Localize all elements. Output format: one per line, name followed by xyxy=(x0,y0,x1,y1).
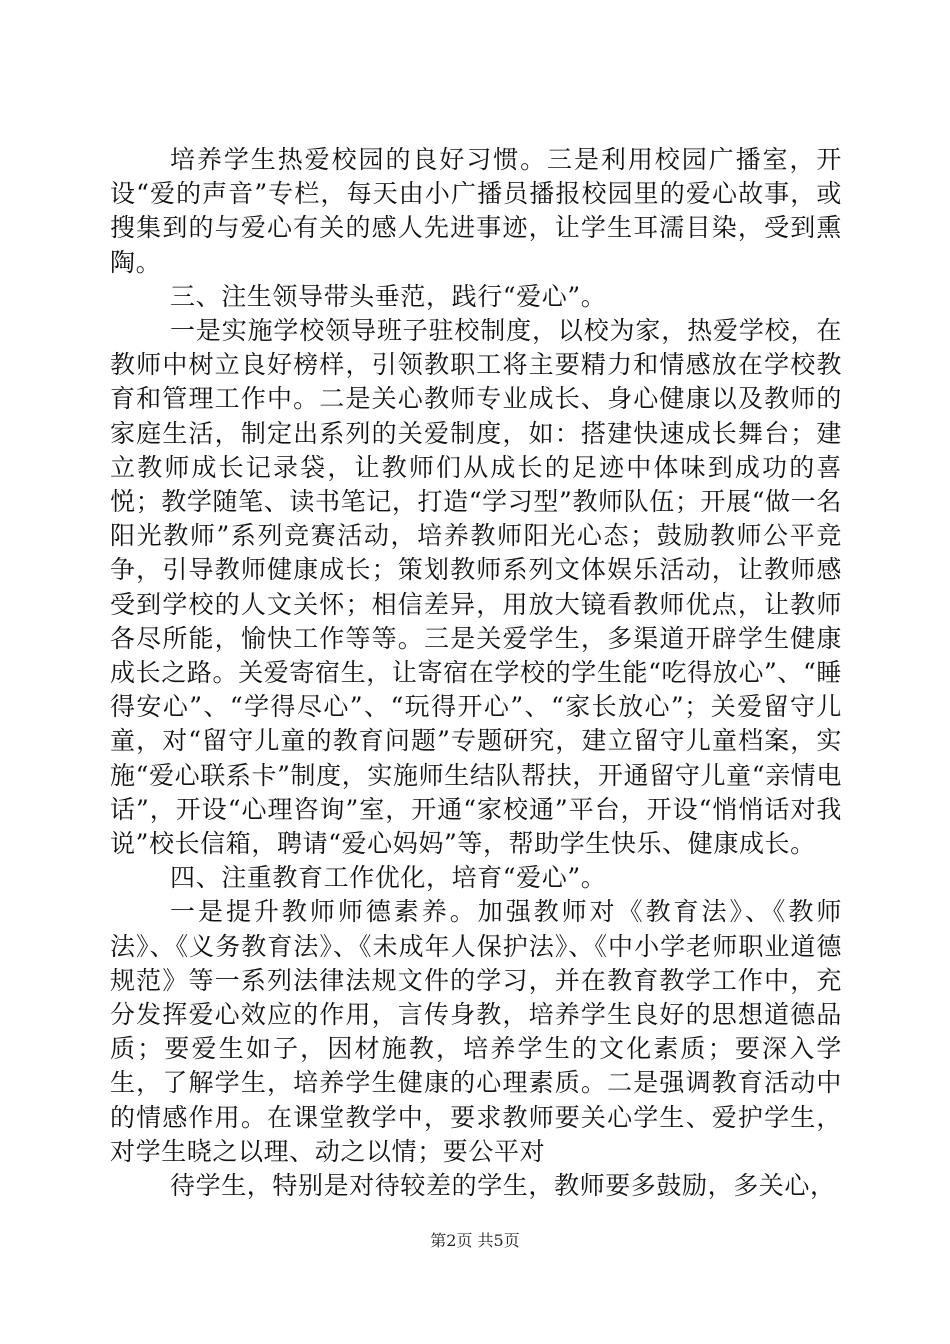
paragraph-3: 一是提升教师师德素养。加强教师对《教育法》、《教师法》、《义务教育法》、《未成年人保护法》、《中小学老师职业道德规范》等一系列法律法规文件的学习，并在教育教学工作中，充分发挥爱心效应的作用，言传身教，培养学生良好的思想道德品质；要爱生如子，因材施教，培养学生的文化素质；要深入学生，了解学生，培养学生健康的心理素质。二是强调教育活动中的情感作用。在课堂教学中，要求教师要关心学生、爱护学生，对学生晓之以理、动之以情；要公平对 xyxy=(110,897,842,1166)
paragraph-4: 待学生，特别是对待较差的学生，教师要多鼓励，多关心， xyxy=(170,1171,836,1201)
paragraph-1: 培养学生热爱校园的良好习惯。三是利用校园广播室，开设“爱的声音”专栏，每天由小广播员播报校园里的爱心故事，或搜集到的与爱心有关的感人先进事迹，让学生耳濡目染，受到熏陶。 xyxy=(110,145,842,277)
document-body xyxy=(110,143,842,1203)
paragraph-2: 一是实施学校领导班子驻校制度，以校为家，热爱学校，在教师中树立良好榜样，引领教职工将主要精力和情感放在学校教育和管理工作中。二是关心教师专业成长、身心健康以及教师的家庭生活，制定出系列的关爱制度，如：搭建快速成长舞台；建立教师成长记录袋，让教师们从成长的足迹中体味到成功的喜悦；教学随笔、读书笔记，打造“学习型”教师队伍；开展“做一名阳光教师”系列竞赛活动，培养教师阳光心态；鼓励教师公平竞争，引导教师健康成长；策划教师系列文体娱乐活动，让教师感受到学校的人文关怀；相信差异，用放大镜看教师优点，让教师各尽所能，愉快工作等等。三是关爱学生，多渠道开辟学生健康成长之路。关爱寄宿生，让寄宿在学校的学生能“吃得放心”、“睡得安心”、“学得尽心”、“玩得开心”、“家长放心”；关爱留守儿童，对“留守儿童的教育问题”专题研究，建立留守儿童档案，实施“爱心联系卡”制度，实施师生结队帮扶，开通留守儿童“亲情电话”，开设“心理咨询”室，开通“家校通”平台，开设“悄悄话对我说”校长信箱，聘请“爱心妈妈”等，帮助学生快乐、健康成长。 xyxy=(110,316,842,859)
page-footer: 第2页 共5页 xyxy=(430,1231,520,1250)
section-heading-4: 四、注重教育工作优化，培育“爱心”。 xyxy=(170,863,607,893)
section-heading-3: 三、注生领导带头垂范，践行“爱心”。 xyxy=(170,281,607,311)
